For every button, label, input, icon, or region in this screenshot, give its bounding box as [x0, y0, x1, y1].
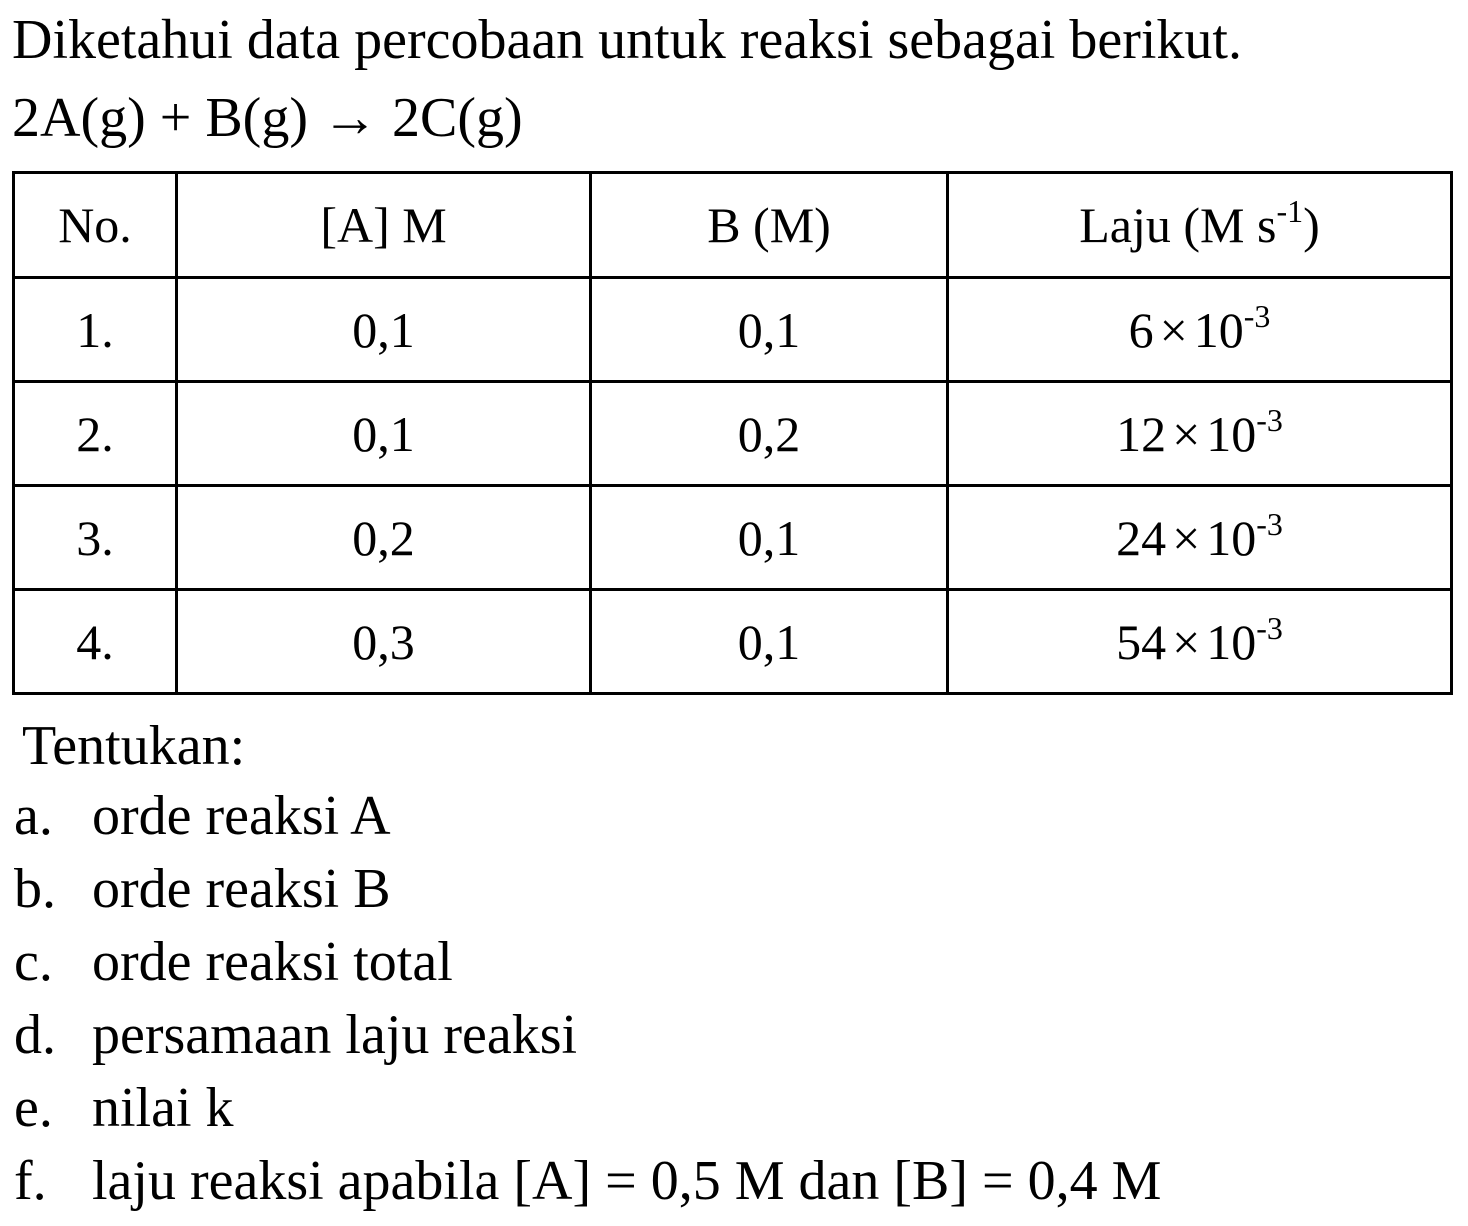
concentration-a: 0,2 — [177, 486, 591, 590]
question-intro: Diketahui data percobaan untuk reaksi sebagai berikut. — [12, 9, 1242, 71]
reaction-rate — [948, 382, 1452, 486]
concentration-b: 0,1 — [591, 590, 948, 694]
rate-coefficient: 12 — [1116, 405, 1167, 462]
rate-exponent: -3 — [1256, 401, 1283, 438]
task-text: orde reaksi B — [92, 858, 391, 920]
task-letter: a. — [14, 785, 53, 847]
list-item — [14, 1072, 1161, 1145]
times-sign: × — [1172, 509, 1201, 566]
concentration-a: 0,3 — [177, 590, 591, 694]
table-row — [14, 278, 1452, 382]
reaction-rate — [948, 486, 1452, 590]
task-text: orde reaksi A — [92, 785, 391, 847]
row-number: 4. — [14, 590, 177, 694]
table-row — [14, 590, 1452, 694]
rate-base: 10 — [1206, 613, 1257, 670]
task-letter: f. — [14, 1150, 47, 1212]
times-sign: × — [1159, 301, 1188, 358]
experiment-table — [12, 171, 1453, 695]
table-row — [14, 382, 1452, 486]
list-item — [14, 853, 1161, 926]
rate-exponent: -3 — [1256, 505, 1283, 542]
list-item — [14, 1145, 1161, 1218]
concentration-a: 0,1 — [177, 382, 591, 486]
concentration-b: 0,1 — [591, 486, 948, 590]
header-rate-close: ) — [1303, 197, 1320, 253]
header-rate-label: Laju (M s — [1079, 197, 1277, 253]
concentration-a: 0,1 — [177, 278, 591, 382]
header-rate — [948, 173, 1452, 278]
task-text: persamaan laju reaksi — [92, 1004, 578, 1066]
row-number: 1. — [14, 278, 177, 382]
task-text: orde reaksi total — [92, 931, 453, 993]
list-item — [14, 999, 1161, 1072]
row-number: 3. — [14, 486, 177, 590]
rate-coefficient: 24 — [1116, 509, 1167, 566]
times-sign: × — [1172, 613, 1201, 670]
table-row — [14, 486, 1452, 590]
rate-coefficient: 54 — [1116, 613, 1167, 670]
task-text: laju reaksi apabila [A] = 0,5 M dan [B] = 0,4 M — [92, 1150, 1162, 1212]
reaction-rate — [948, 590, 1452, 694]
concentration-b: 0,2 — [591, 382, 948, 486]
header-concentration-a: [A] M — [177, 173, 591, 278]
rate-base: 10 — [1206, 509, 1257, 566]
rate-exponent: -3 — [1256, 609, 1283, 646]
row-number: 2. — [14, 382, 177, 486]
task-letter: b. — [14, 858, 56, 920]
task-letter: c. — [14, 931, 53, 993]
task-text: nilai k — [92, 1077, 234, 1139]
reaction-equation: 2A(g) + B(g) → 2C(g) — [12, 87, 523, 149]
rate-exponent: -3 — [1243, 297, 1271, 334]
header-no: No. — [14, 173, 177, 278]
rate-base: 10 — [1206, 405, 1257, 462]
list-item — [14, 780, 1161, 853]
task-prompt: Tentukan: — [22, 715, 246, 777]
list-item — [14, 926, 1161, 999]
table-header-row — [14, 173, 1452, 278]
times-sign: × — [1172, 405, 1201, 462]
reaction-rate — [948, 278, 1452, 382]
rate-coefficient: 6 — [1128, 301, 1154, 358]
rate-base: 10 — [1193, 301, 1244, 358]
task-list — [14, 780, 1161, 1218]
header-concentration-b: B (M) — [591, 173, 948, 278]
concentration-b: 0,1 — [591, 278, 948, 382]
task-letter: d. — [14, 1004, 56, 1066]
header-rate-exponent: -1 — [1276, 193, 1304, 229]
task-letter: e. — [14, 1077, 53, 1139]
